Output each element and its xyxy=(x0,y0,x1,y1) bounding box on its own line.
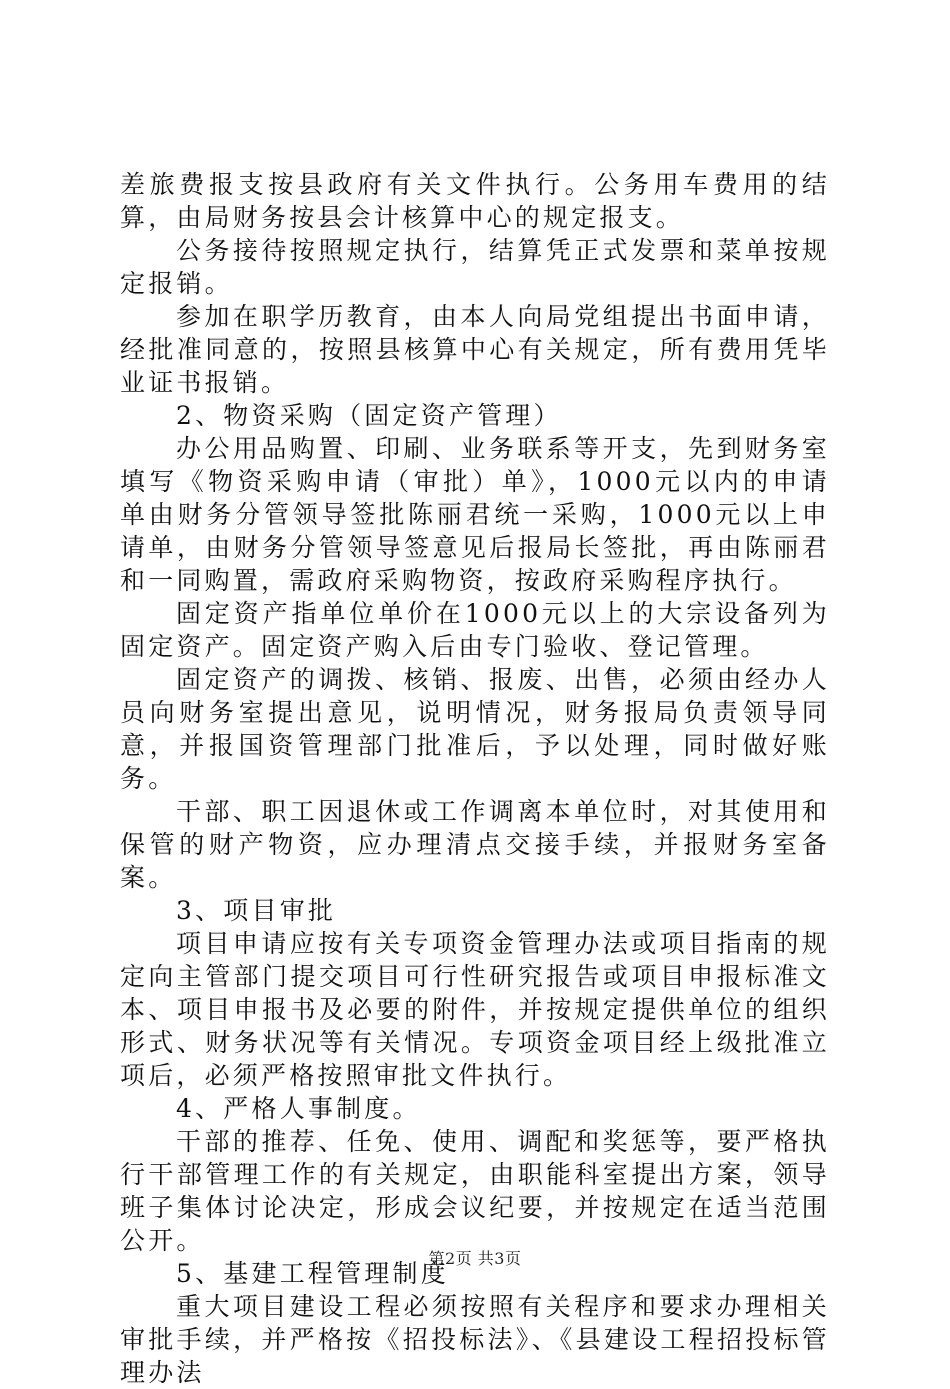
paragraph-10: 项目申请应按有关专项资金管理办法或项目指南的规定向主管部门提交项目可行性研究报告或项目申报标准文本、项目申报书及必要的附件，并按规定提供单位的组织形式、财务状况等有关情况。专项资金项目经上级批准立项后，必须严格按照审批文件执行。 xyxy=(120,929,830,1090)
paragraph-6: 固定资产指单位单价在1000元以上的大宗设备列为固定资产。固定资产购入后由专门验收、登记管理。 xyxy=(120,599,830,661)
section-heading-4: 4、严格人事制度。 xyxy=(176,1094,421,1123)
paragraph-12: 干部的推荐、任免、使用、调配和奖惩等，要严格执行干部管理工作的有关规定，由职能科室提出方案，领导班子集体讨论决定，形成会议纪要，并按规定在适当范围公开。 xyxy=(120,1127,830,1255)
paragraph-8: 干部、职工因退休或工作调离本单位时，对其使用和保管的财产物资，应办理清点交接手续，并报财务室备案。 xyxy=(120,797,830,892)
paragraph-7: 固定资产的调拨、核销、报废、出售，必须由经办人员向财务室提出意见，说明情况，财务报局负责领导同意，并报国资管理部门批准后，予以处理，同时做好账务。 xyxy=(120,665,830,793)
paragraph-5: 办公用品购置、印刷、业务联系等开支，先到财务室填写《物资采购申请（审批）单》，1000元以内的申请单由财务分管领导签批陈丽君统一采购，1000元以上申请单，由财务分管领导签意见后报局长签批，再由陈丽君和一同购置，需政府采购物资，按政府采购程序执行。 xyxy=(120,434,830,595)
section-heading-3: 3、项目审批 xyxy=(176,896,337,925)
paragraph-2: 公务接待按照规定执行，结算凭正式发票和菜单按规定报销。 xyxy=(120,236,830,298)
paragraph-1: 差旅费报支按县政府有关文件执行。公务用车费用的结算，由局财务按县会计核算中心的规定报支。 xyxy=(120,170,830,232)
section-heading-2: 2、物资采购（固定资产管理） xyxy=(176,401,562,430)
document-body xyxy=(120,168,830,1389)
page-number-footer: 第2页 共3页 xyxy=(428,1249,522,1268)
paragraph-14: 重大项目建设工程必须按照有关程序和要求办理相关审批手续，并严格按《招投标法》、《县建设工程招投标管理办法 xyxy=(120,1292,830,1387)
section-heading-5: 5、基建工程管理制度 xyxy=(176,1259,449,1288)
paragraph-3: 参加在职学历教育，由本人向局党组提出书面申请，经批准同意的，按照县核算中心有关规定，所有费用凭毕业证书报销。 xyxy=(120,302,830,397)
